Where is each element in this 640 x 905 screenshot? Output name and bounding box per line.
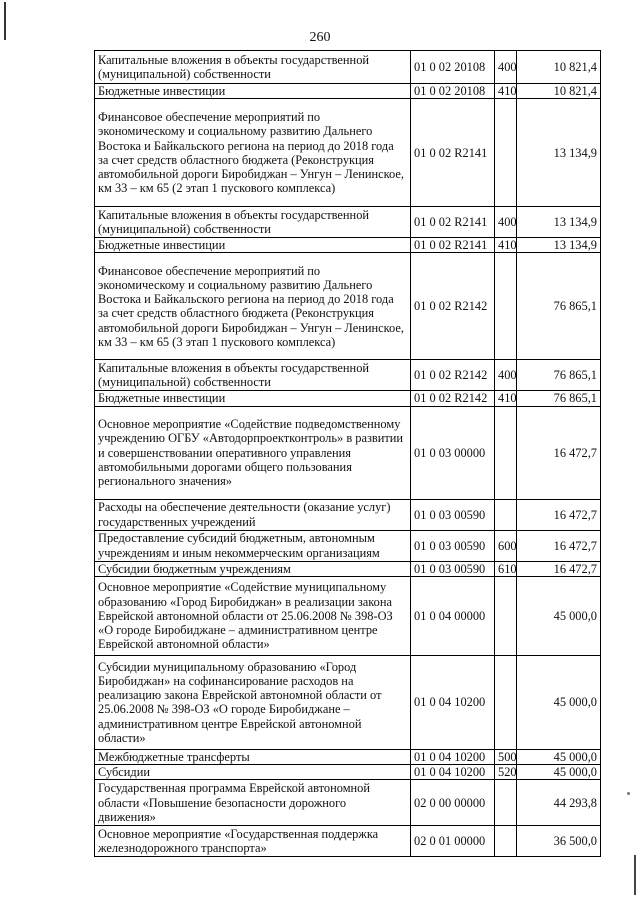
expense-type: 520 <box>495 765 517 780</box>
expense-name: Основное мероприятие «Содействие подведомственному учреждению ОГБУ «Автодорпроектконтроль» в развитии и совершенствовании оперативного управления автомобильными дорогами общего пользования регионального значения» <box>95 406 411 499</box>
expense-type: 400 <box>495 207 517 238</box>
target-code: 02 0 00 00000 <box>411 780 495 826</box>
scan-speck <box>627 792 630 795</box>
table-row <box>95 84 601 99</box>
expense-name: Финансовое обеспечение мероприятий по экономическому и социальному развитию Дальнего Востока и Байкальского региона на период до 2018 года за счет средств областного бюджета (Реконструкция автомобильной дороги Биробиджан – Унгун – Ленинское, км 33 – км 65 (3 этап 1 пускового комплекса) <box>95 253 411 360</box>
budget-table <box>94 50 601 857</box>
expense-type: 500 <box>495 749 517 764</box>
expense-name: Капитальные вложения в объекты государственной (муниципальной) собственности <box>95 207 411 238</box>
target-code: 01 0 04 10200 <box>411 655 495 749</box>
expense-name: Бюджетные инвестиции <box>95 84 411 99</box>
amount: 16 472,7 <box>517 406 601 499</box>
expense-type <box>495 253 517 360</box>
amount: 16 472,7 <box>517 499 601 530</box>
amount: 10 821,4 <box>517 84 601 99</box>
amount: 36 500,0 <box>517 826 601 857</box>
amount: 13 134,9 <box>517 207 601 238</box>
expense-type <box>495 99 517 207</box>
amount: 16 472,7 <box>517 530 601 561</box>
amount: 76 865,1 <box>517 391 601 406</box>
expense-type <box>495 655 517 749</box>
table-row <box>95 406 601 499</box>
expense-name: Межбюджетные трансферты <box>95 749 411 764</box>
table-row <box>95 99 601 207</box>
page-number: 260 <box>309 30 331 45</box>
table-row <box>95 655 601 749</box>
target-code: 01 0 03 00590 <box>411 530 495 561</box>
target-code: 01 0 03 00590 <box>411 561 495 576</box>
target-code: 01 0 02 20108 <box>411 51 495 84</box>
target-code: 01 0 04 10200 <box>411 749 495 764</box>
expense-type <box>495 826 517 857</box>
target-code: 02 0 01 00000 <box>411 826 495 857</box>
expense-name: Бюджетные инвестиции <box>95 238 411 253</box>
expense-name: Основное мероприятие «Содействие муниципальному образованию «Город Биробиджан» в реализации закона Еврейской автономной области от 25.06.2008 № 398-ОЗ «О городе Биробиджане – административном центре Еврейской автономной области» <box>95 576 411 655</box>
table-row <box>95 360 601 391</box>
amount: 76 865,1 <box>517 360 601 391</box>
target-code: 01 0 02 R2141 <box>411 99 495 207</box>
expense-type: 410 <box>495 238 517 253</box>
expense-name: Субсидии муниципальному образованию «Город Биробиджан» на софинансирование расходов на реализацию закона Еврейской автономной области от 25.06.2008 № 398-ОЗ «О городе Биробиджане – административном центре Еврейской автономной области» <box>95 655 411 749</box>
table-row <box>95 207 601 238</box>
expense-type <box>495 780 517 826</box>
target-code: 01 0 02 R2142 <box>411 253 495 360</box>
amount: 13 134,9 <box>517 238 601 253</box>
expense-type: 610 <box>495 561 517 576</box>
expense-name: Субсидии <box>95 765 411 780</box>
expense-name: Основное мероприятие «Государственная поддержка железнодорожного транспорта» <box>95 826 411 857</box>
table-row <box>95 391 601 406</box>
target-code: 01 0 04 10200 <box>411 765 495 780</box>
target-code: 01 0 02 R2141 <box>411 238 495 253</box>
table-row <box>95 253 601 360</box>
amount: 13 134,9 <box>517 99 601 207</box>
expense-name: Предоставление субсидий бюджетным, автономным учреждениям и иным некоммерческим организациям <box>95 530 411 561</box>
scan-edge-mark <box>634 855 636 895</box>
table-row <box>95 238 601 253</box>
amount: 45 000,0 <box>517 749 601 764</box>
amount: 45 000,0 <box>517 765 601 780</box>
target-code: 01 0 02 R2142 <box>411 360 495 391</box>
amount: 16 472,7 <box>517 561 601 576</box>
target-code: 01 0 02 20108 <box>411 84 495 99</box>
expense-type <box>495 406 517 499</box>
table-row <box>95 499 601 530</box>
expense-name: Капитальные вложения в объекты государственной (муниципальной) собственности <box>95 51 411 84</box>
table-row <box>95 51 601 84</box>
expense-name: Государственная программа Еврейской автономной области «Повышение безопасности дорожного движения» <box>95 780 411 826</box>
target-code: 01 0 03 00000 <box>411 406 495 499</box>
expense-type: 400 <box>495 360 517 391</box>
target-code: 01 0 04 00000 <box>411 576 495 655</box>
table-row <box>95 561 601 576</box>
amount: 45 000,0 <box>517 576 601 655</box>
amount: 44 293,8 <box>517 780 601 826</box>
expense-type <box>495 576 517 655</box>
expense-name: Субсидии бюджетным учреждениям <box>95 561 411 576</box>
expense-type <box>495 499 517 530</box>
target-code: 01 0 02 R2142 <box>411 391 495 406</box>
table-row <box>95 780 601 826</box>
table-row <box>95 749 601 764</box>
table-row <box>95 765 601 780</box>
expense-name: Капитальные вложения в объекты государственной (муниципальной) собственности <box>95 360 411 391</box>
expense-name: Расходы на обеспечение деятельности (оказание услуг) государственных учреждений <box>95 499 411 530</box>
amount: 45 000,0 <box>517 655 601 749</box>
expense-type: 400 <box>495 51 517 84</box>
expense-type: 410 <box>495 391 517 406</box>
expense-name: Бюджетные инвестиции <box>95 391 411 406</box>
table-row <box>95 530 601 561</box>
table-row <box>95 576 601 655</box>
target-code: 01 0 03 00590 <box>411 499 495 530</box>
expense-name: Финансовое обеспечение мероприятий по экономическому и социальному развитию Дальнего Востока и Байкальского региона на период до 2018 года за счет средств областного бюджета (Реконструкция автомобильной дороги Биробиджан – Унгун – Ленинское, км 33 – км 65 (2 этап 1 пускового комплекса) <box>95 99 411 207</box>
expense-type: 410 <box>495 84 517 99</box>
table-row <box>95 826 601 857</box>
amount: 76 865,1 <box>517 253 601 360</box>
target-code: 01 0 02 R2141 <box>411 207 495 238</box>
amount: 10 821,4 <box>517 51 601 84</box>
expense-type: 600 <box>495 530 517 561</box>
